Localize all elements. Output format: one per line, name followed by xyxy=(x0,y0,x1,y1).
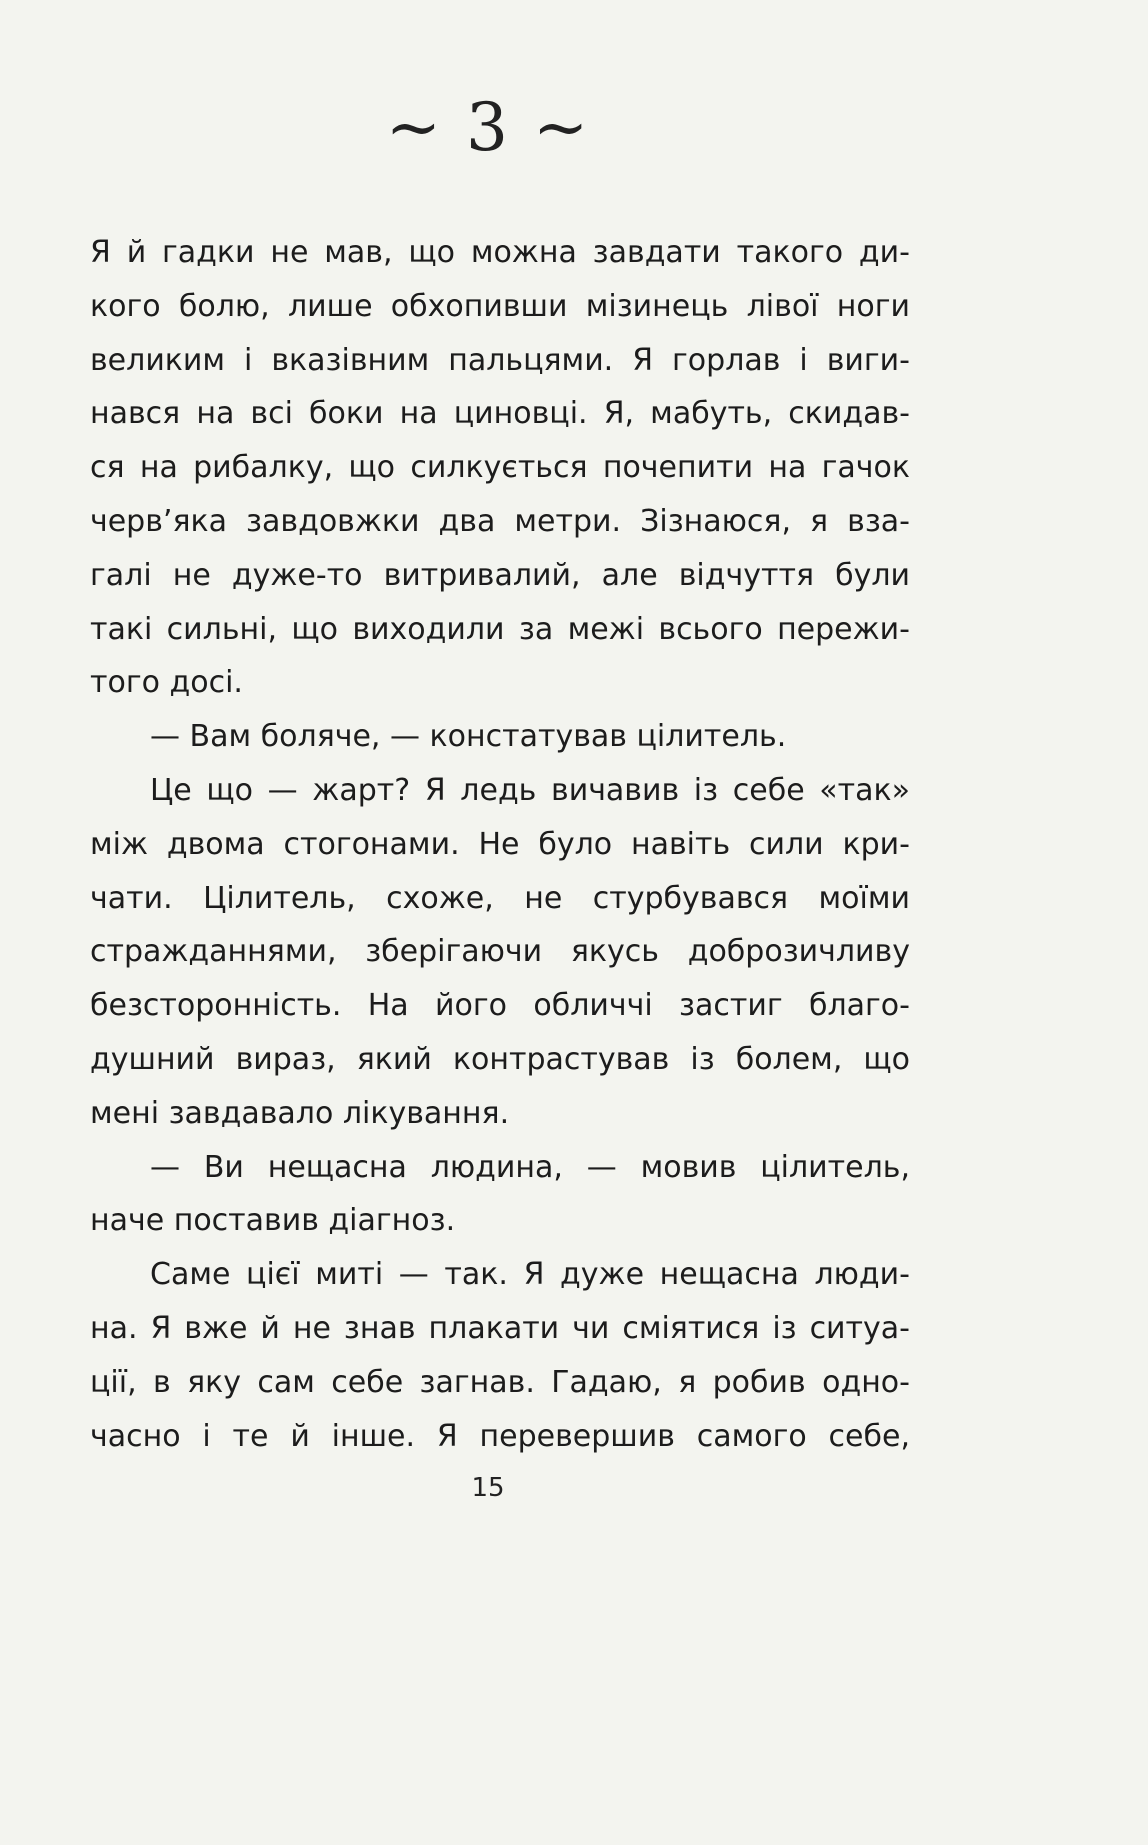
dialogue-line: — Вам боляче, — констатував цілитель. xyxy=(150,719,787,755)
text-line: ся на рибалку, що силкується почепити на гачок xyxy=(90,450,910,486)
text-line: стражданнями, зберігаючи якусь доброзичливу xyxy=(90,934,910,970)
text-line: ції, в яку сам себе загнав. Гадаю, я робив одно- xyxy=(90,1364,910,1400)
chapter-heading: ~ 3 ~ xyxy=(385,89,591,166)
text-line: великим і вказівним пальцями. Я горлав і виги- xyxy=(90,342,910,378)
text-line: галі не дуже-то витривалий, але відчуття були xyxy=(90,557,910,593)
text-line: Я й гадки не мав, що можна завдати такого ди- xyxy=(90,235,910,270)
text-line: чати. Цілитель, схоже, не стурбувався моїми xyxy=(90,880,910,916)
text-line: нався на всі боки на циновці. Я, мабуть, скидав- xyxy=(90,396,910,432)
text-line: між двома стогонами. Не було навіть сили кри- xyxy=(90,826,910,862)
dialogue-line: — Ви нещасна людина, — мовив цілитель, xyxy=(150,1149,910,1185)
page-number: 15 xyxy=(471,1473,505,1503)
body-text xyxy=(90,226,910,1463)
text-line: безсторонність. На його обличчі застиг благо- xyxy=(90,988,910,1024)
text-line: черв’яка завдовжки два метри. Зізнаюся, я вза- xyxy=(90,503,910,539)
text-line: наче поставив діагноз. xyxy=(90,1203,456,1239)
text-line: такі сильні, що виходили за межі всього пережи- xyxy=(90,611,910,647)
text-line: на. Я вже й не знав плакати чи сміятися із ситуа- xyxy=(90,1310,910,1346)
text-line: кого болю, лише обхопивши мізинець лівої ноги xyxy=(90,288,910,324)
text-line: того досі. xyxy=(90,665,243,701)
text-line: Це що — жарт? Я ледь вичавив із себе «так» xyxy=(150,772,910,808)
text-line: мені завдавало лікування. xyxy=(90,1095,510,1131)
text-line: Саме цієї миті — так. Я дуже нещасна люди- xyxy=(150,1257,910,1293)
text-line: часно і те й інше. Я перевершив самого себе, xyxy=(90,1418,910,1454)
text-line: душний вираз, який контрастував із болем, що xyxy=(90,1041,910,1077)
